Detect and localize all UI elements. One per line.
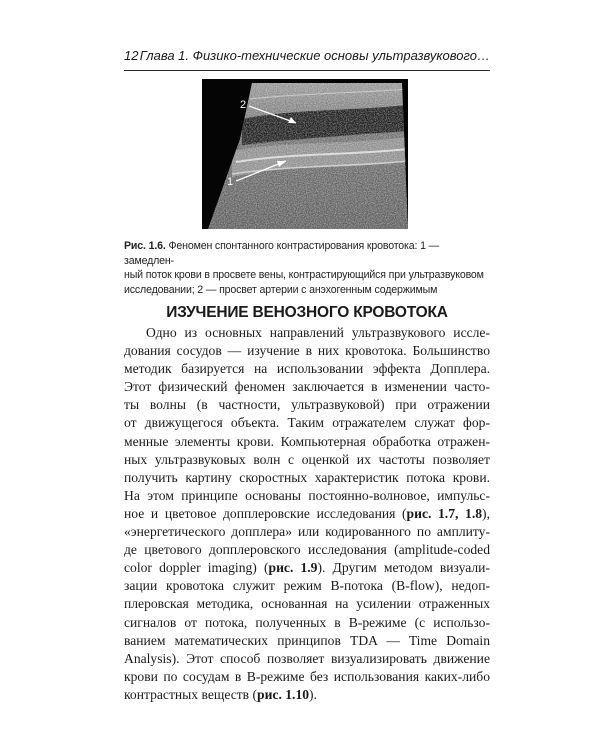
running-title: Глава 1. Физико-технические основы ультразвукового… [139, 48, 490, 63]
figure-label-2: 2 [240, 99, 247, 111]
body-paragraph [124, 324, 490, 704]
body-line: ванием математических принципов TDA — Time Domain [124, 632, 490, 648]
figure-caption [124, 239, 490, 298]
running-header [124, 48, 490, 68]
figure-reference: рис. 1.7, 1.8 [406, 505, 483, 521]
body-line: методик базируется на использовании эффекта Допплера. [124, 361, 490, 377]
body-line: «энергетического допплера» или кодированного по амплиту- [124, 524, 490, 540]
body-line: дования сосудов — изучение в них кровотока. Большинство [124, 343, 490, 359]
body-line: крови по сосудам в В-режиме без использования каких-либо [124, 668, 490, 684]
body-line: получить картину скоростных характеристик потока крови. [124, 469, 490, 485]
body-line: от движущегося объекта. Таким отражателем служат фор- [124, 415, 490, 431]
page-number: 12 [124, 48, 139, 63]
body-line: плеровская методика, основанная на усилении отраженных [124, 596, 490, 612]
body-line: зации кровотока служит режим В-потока (В-flow), недоп- [124, 578, 490, 594]
body-line: ных ультразвуковых волн с оценкой их частоты позволяет [124, 451, 490, 467]
figure-reference: рис. 1.9 [268, 560, 318, 576]
caption-line-2: ный поток крови в просвете вены, контрастирующийся при ультразвуковом [124, 269, 484, 282]
body-line: Этот физический феномен заключается в изменении часто- [124, 379, 490, 395]
body-line: де цветового допплеровского исследования (amplitude-coded [124, 542, 490, 558]
figure-reference: рис. 1.10 [257, 686, 310, 702]
figure-label: Рис. 1.6. [124, 240, 166, 252]
body-line: менные элементы крови. Компьютерная обработка отражен- [124, 433, 490, 449]
caption-line-1: Рис. 1.6. Феномен спонтанного контрастирования кровотока: 1 — замедлен- [124, 240, 440, 267]
ultrasound-image [202, 79, 408, 229]
body-line: Одно из основных направлений ультразвукового иссле- [146, 325, 490, 340]
body-line: контрастных веществ (рис. 1.10). [124, 686, 317, 702]
body-line: color doppler imaging) (рис. 1.9). Другим методом визуали- [124, 560, 490, 576]
body-line: На этом принципе основаны постоянно-волновое, импульс- [124, 487, 490, 503]
body-line: ты волны (в частности, ультразвуковой) при отражении [124, 397, 490, 413]
body-line: Analysis). Этот способ позволяет визуализировать движение [124, 650, 490, 666]
caption-line-3: исследовании; 2 — просвет артерии с анэхогенным содержимым [124, 284, 438, 297]
body-line: ное и цветовое допплеровские исследования (рис. 1.7, 1.8), [124, 505, 490, 521]
body-line: сигналов от потока, полученных в В-режиме (с использо- [124, 614, 490, 630]
figure-label-1: 1 [227, 176, 234, 188]
ultrasound-figure [202, 79, 408, 229]
section-title: ИЗУЧЕНИЕ ВЕНОЗНОГО КРОВОТОКА [166, 304, 448, 321]
header-rule [124, 70, 490, 71]
